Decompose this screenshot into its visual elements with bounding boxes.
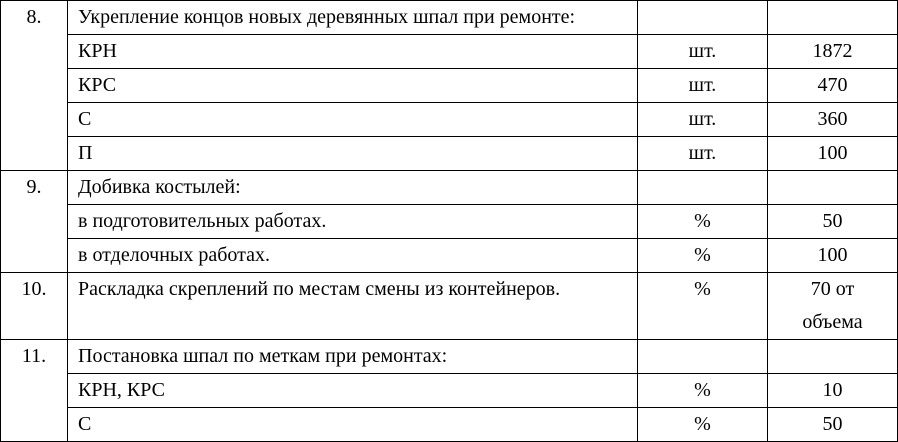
row-value-line-2: объема bbox=[802, 311, 863, 333]
row-value-line-1: 70 от bbox=[810, 278, 855, 300]
table-row bbox=[1, 239, 898, 273]
row-value bbox=[768, 1, 898, 35]
row-unit: % bbox=[638, 239, 768, 273]
table-row bbox=[1, 374, 898, 408]
row-description: Добивка костылей: bbox=[68, 171, 638, 205]
table-row bbox=[1, 69, 898, 103]
row-unit bbox=[638, 171, 768, 205]
row-description: Раскладка скреплений по местам смены из контейнеров. bbox=[68, 273, 638, 340]
row-unit: шт. bbox=[638, 69, 768, 103]
row-value bbox=[768, 171, 898, 205]
table-row bbox=[1, 103, 898, 137]
row-description: КРС bbox=[68, 69, 638, 103]
table-row bbox=[1, 340, 898, 374]
row-value: 100 bbox=[768, 239, 898, 273]
row-unit: шт. bbox=[638, 137, 768, 171]
row-number: 10. bbox=[1, 273, 68, 340]
table-row bbox=[1, 137, 898, 171]
row-value bbox=[768, 273, 898, 340]
row-unit bbox=[638, 1, 768, 35]
row-description: П bbox=[68, 137, 638, 171]
table-row bbox=[1, 408, 898, 442]
row-value: 470 bbox=[768, 69, 898, 103]
table-row bbox=[1, 35, 898, 69]
row-unit: шт. bbox=[638, 35, 768, 69]
table-row bbox=[1, 273, 898, 340]
row-description: Постановка шпал по меткам при ремонтах: bbox=[68, 340, 638, 374]
row-value: 100 bbox=[768, 137, 898, 171]
row-unit: % bbox=[638, 408, 768, 442]
row-description: С bbox=[68, 408, 638, 442]
row-value: 50 bbox=[768, 205, 898, 239]
row-value: 1872 bbox=[768, 35, 898, 69]
row-unit: % bbox=[638, 205, 768, 239]
table-row bbox=[1, 171, 898, 205]
row-value: 50 bbox=[768, 408, 898, 442]
row-description: в подготовительных работах. bbox=[68, 205, 638, 239]
row-number: 11. bbox=[1, 340, 68, 442]
row-unit bbox=[638, 340, 768, 374]
row-description: Укрепление концов новых деревянных шпал при ремонте: bbox=[68, 1, 638, 35]
row-unit: % bbox=[638, 374, 768, 408]
row-unit: шт. bbox=[638, 103, 768, 137]
row-value: 10 bbox=[768, 374, 898, 408]
row-description: КРН, КРС bbox=[68, 374, 638, 408]
row-description: в отделочных работах. bbox=[68, 239, 638, 273]
row-description: С bbox=[68, 103, 638, 137]
row-number: 8. bbox=[1, 1, 68, 171]
table-row bbox=[1, 1, 898, 35]
row-number: 9. bbox=[1, 171, 68, 273]
row-value bbox=[768, 340, 898, 374]
row-value: 360 bbox=[768, 103, 898, 137]
table-row bbox=[1, 205, 898, 239]
row-description: КРН bbox=[68, 35, 638, 69]
row-unit: % bbox=[638, 273, 768, 340]
